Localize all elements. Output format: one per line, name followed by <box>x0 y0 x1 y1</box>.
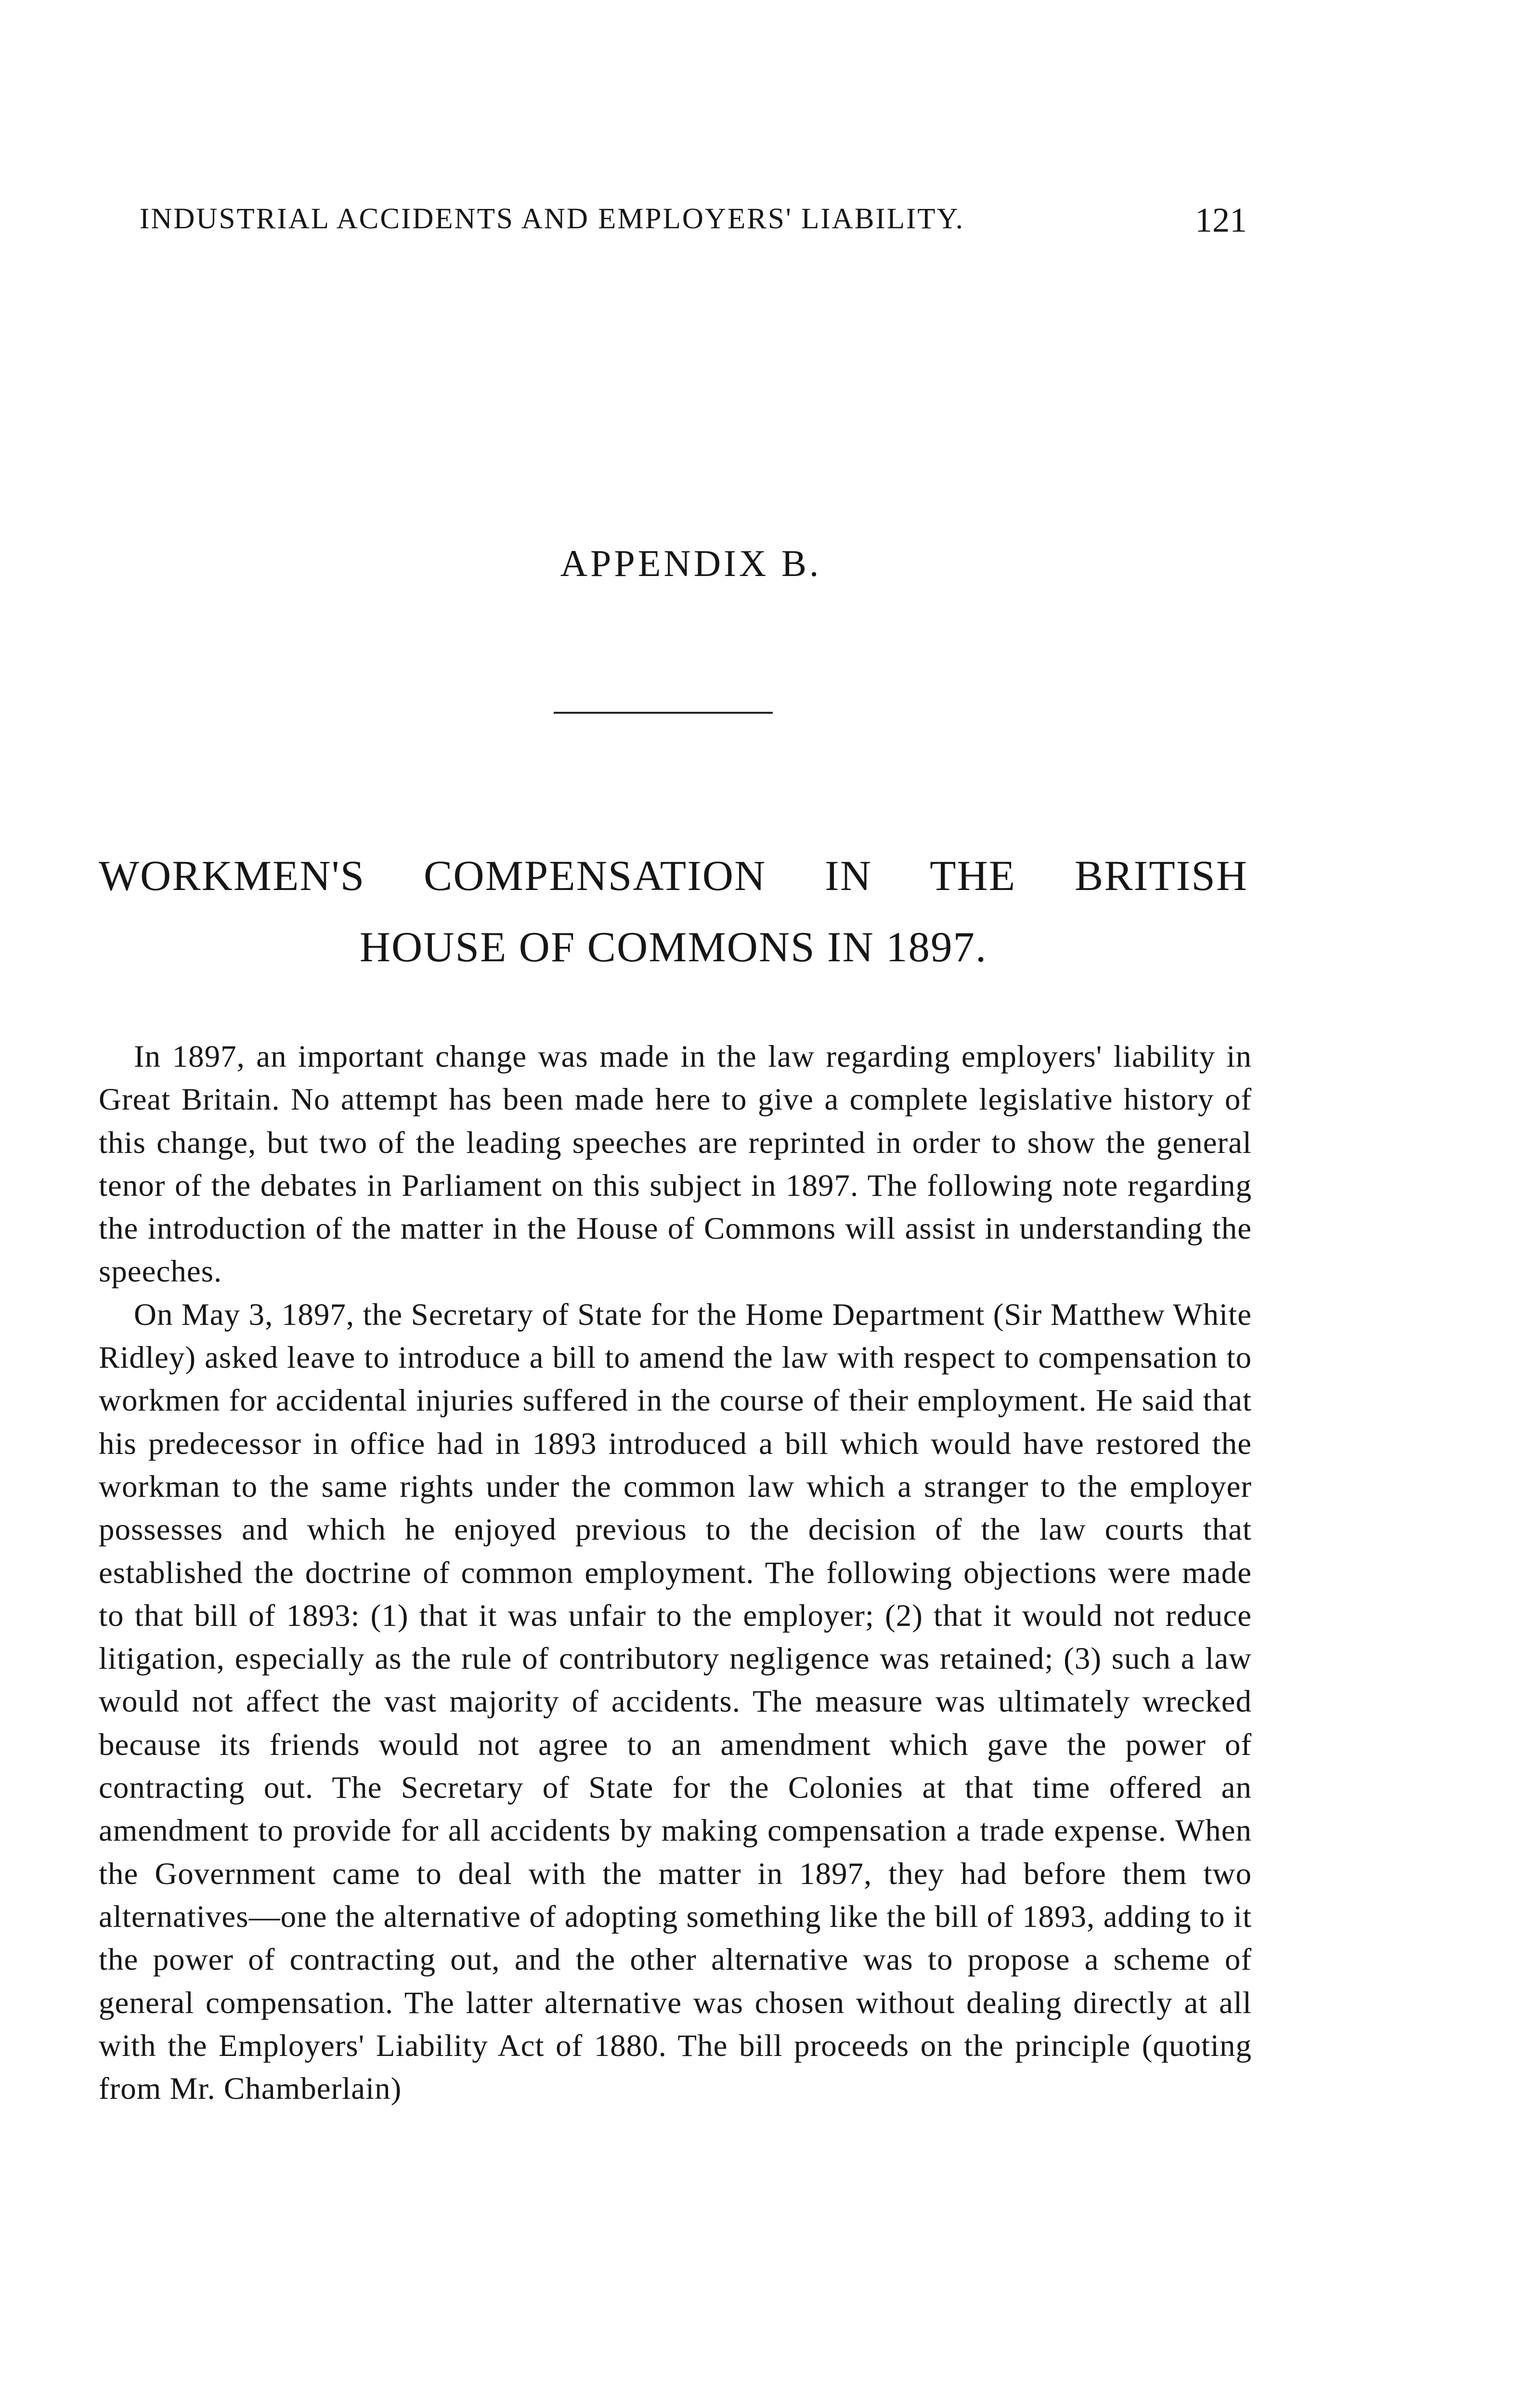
paragraph-intro: In 1897, an important change was made in the law regarding employers' liability in Great Britain. No attempt has been made here to give a complete legislative history of this change, but two of the leading speeches are reprinted in order to show the general tenor of the debates in Parliament on this subject in 1897. The following note regarding the introduction of the matter in the House of Commons will assist in understanding the speeches. <box>99 1039 1252 1289</box>
title-rule-divider <box>554 712 773 714</box>
running-head-title: INDUSTRIAL ACCIDENTS AND EMPLOYERS' LIABILITY. <box>140 203 964 235</box>
appendix-title: APPENDIX B. <box>560 542 822 584</box>
section-title <box>99 840 1248 983</box>
running-head <box>140 201 1247 239</box>
paragraph-history: On May 3, 1897, the Secretary of State for the Home Department (Sir Matthew White Ridley) asked leave to introduce a bill to amend the law with respect to compensation to workmen for accidental injuries suffered in the course of their employment. He said that his predecessor in office had in 1893 introduced a bill which would have restored the workman to the same rights under the common law which a stranger to the employer possesses and which he enjoyed previous to the decision of the law courts that established the doctrine of common employment. The following objections were made to that bill of 1893: (1) that it was unfair to the employer; (2) that it would not reduce litigation, especially as the rule of contributory negligence was retained; (3) such a law would not affect the vast majority of accidents. The measure was ultimately wrecked because its friends would not agree to an amendment which gave the power of contracting out. The Secretary of State for the Colonies at that time offered an amendment to provide for all accidents by making compensation a trade expense. When the Government came to deal with the matter in 1897, they had before them two alternatives—one the alternative of adopting something like the bill of 1893, adding to it the power of contracting out, and the other alternative was to propose a scheme of general compensation. The latter alternative was chosen without dealing directly at all with the Employers' Liability Act of 1880. The bill proceeds on the principle (quoting from Mr. Chamberlain) <box>99 1297 1252 2107</box>
section-title-line-2: HOUSE OF COMMONS IN 1897. <box>359 924 987 971</box>
section-title-line-1: WORKMEN'S COMPENSATION IN THE BRITISH <box>99 852 1248 900</box>
page-number: 121 <box>1195 201 1247 239</box>
body-text <box>99 1035 1252 2110</box>
